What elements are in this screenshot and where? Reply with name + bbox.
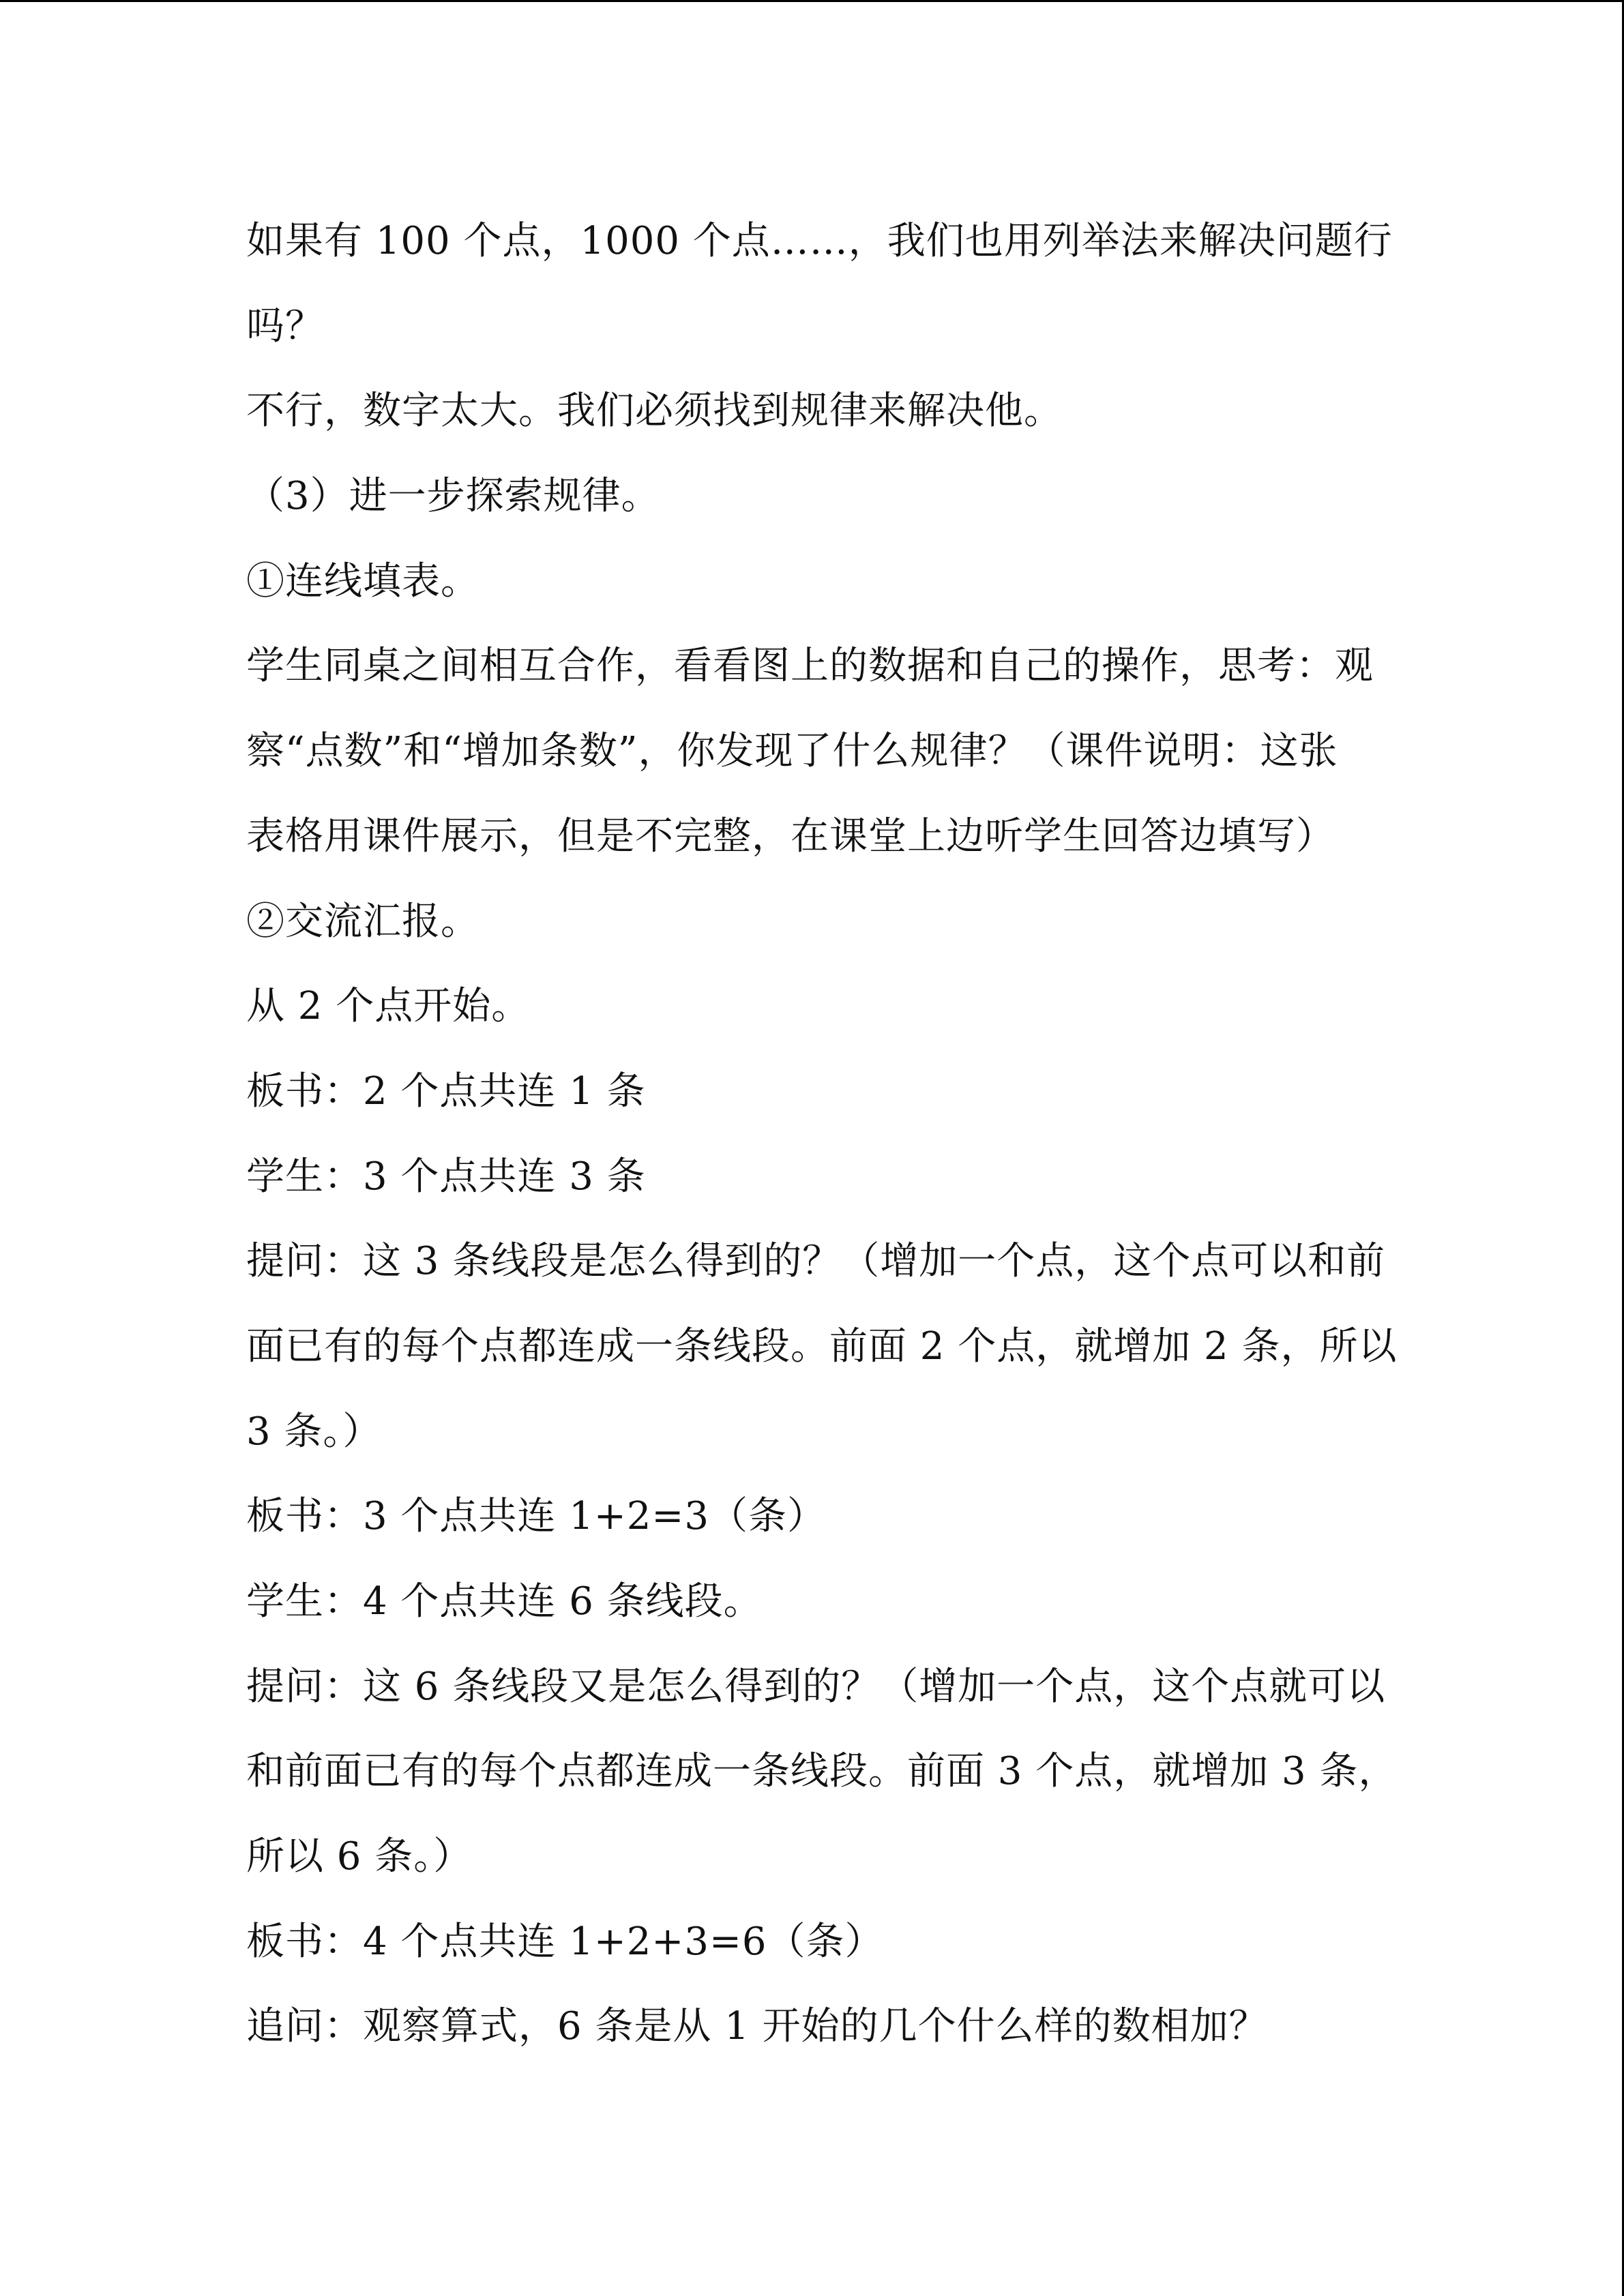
text-line: 学生：4 个点共连 6 条线段。: [246, 1579, 763, 1624]
text-line: 板书：3 个点共连 1+2=3（条）: [246, 1494, 826, 1539]
text-line: 不行，数字太大。我们必须找到规律来解决他。: [246, 389, 1063, 434]
page-top-border: [0, 0, 1624, 2]
text-line: 追问：观察算式，6 条是从 1 开始的几个什么样的数相加？: [246, 2004, 1268, 2049]
text-line: 从 2 个点开始。: [246, 984, 531, 1029]
section-heading: （3）进一步探索规律。: [246, 474, 660, 519]
step-heading: ①连线填表。: [246, 558, 479, 603]
text-line: 板书：2 个点共连 1 条: [246, 1069, 646, 1114]
text-line: 3 条。）: [246, 1409, 382, 1454]
text-line: 板书：4 个点共连 1+2+3=6（条）: [246, 1919, 884, 1964]
text-line: 表格用课件展示，但是不完整，在课堂上边听学生回答边填写）: [246, 814, 1335, 859]
text-line: 如果有 100 个点，1000 个点……，我们也用列举法来解决问题行: [246, 219, 1393, 263]
document-body: [246, 199, 1398, 2070]
text-line: 察“点数”和“增加条数”，你发现了什么规律？（课件说明：这张: [246, 729, 1338, 774]
step-heading: ②交流汇报。: [246, 899, 479, 944]
text-line: 提问：这 3 条线段是怎么得到的？（增加一个点，这个点可以和前: [246, 1239, 1386, 1284]
text-line: 学生：3 个点共连 3 条: [246, 1154, 646, 1199]
text-line: 所以 6 条。）: [246, 1834, 473, 1879]
text-line: 面已有的每个点都连成一条线段。前面 2 个点，就增加 2 条，所以: [246, 1324, 1398, 1369]
text-line: 吗？: [246, 303, 324, 348]
text-line: 提问：这 6 条线段又是怎么得到的？（增加一个点，这个点就可以: [246, 1664, 1386, 1709]
text-line: 学生同桌之间相互合作，看看图上的数据和自己的操作，思考：观: [246, 644, 1374, 689]
text-line: 和前面已有的每个点都连成一条线段。前面 3 个点，就增加 3 条，: [246, 1749, 1398, 1794]
